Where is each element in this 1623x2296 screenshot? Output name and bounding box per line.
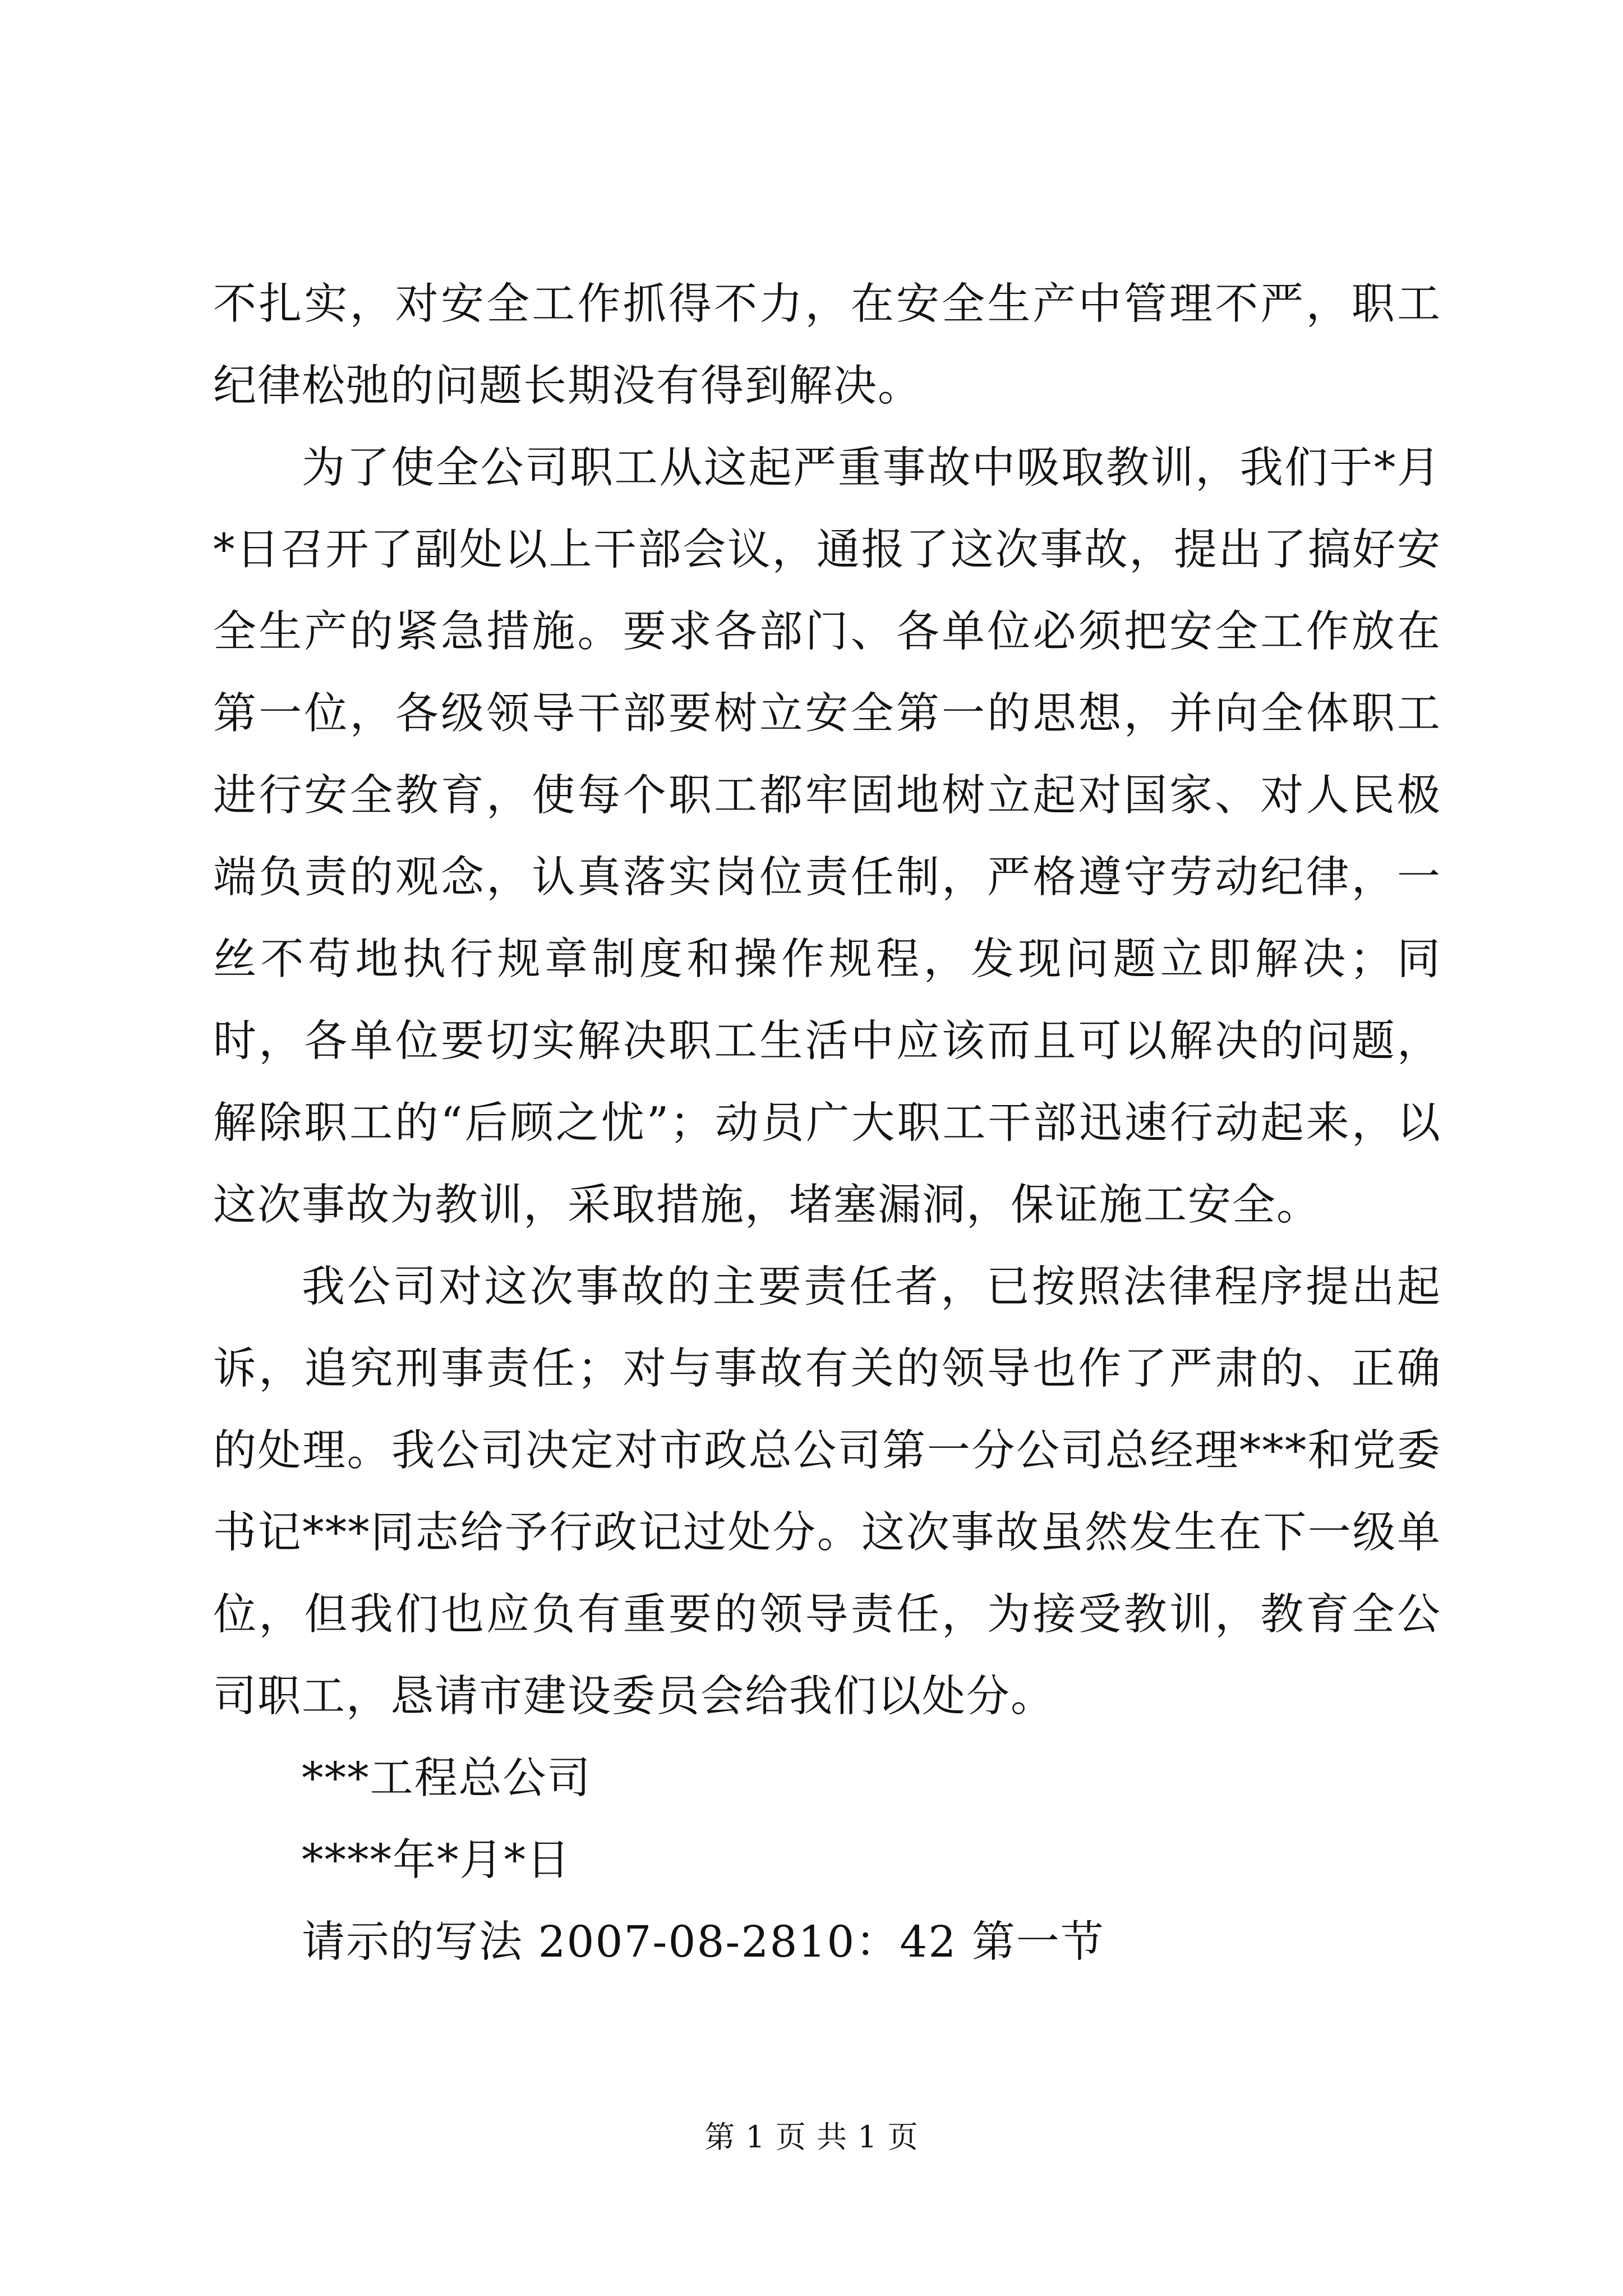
trailing-line: 请示的写法 2007-08-2810：42 第一节 <box>302 1917 1105 1967</box>
signature-date: ****年*月*日 <box>302 1835 571 1885</box>
signature-organization: ***工程总公司 <box>302 1754 592 1803</box>
page-footer: 第 1 页 共 1 页 <box>704 2119 919 2155</box>
paragraph-2: 为了使全公司职工从这起严重事故中吸取教训，我们于*月*日召开了副处以上干部会议，通报了这次事故，提出了搞好安全生产的紧急措施。要求各部门、各单位必须把安全工作放在第一位，各级领导干部要树立安全第一的思想，并向全体职工进行安全教育，使每个职工都牢固地树立起对国家、对人民极端负责的观念，认真落实岗位责任制，严格遵守劳动纪律，一丝不苟地执行规章制度和操作规程，发现问题立即解决；同时，各单位要切实解决职工生活中应该而且可以解决的问题，解除职工的“后顾之忧”；动员广大职工干部迅速行动起来，以这次事故为教训，采取措施，堵塞漏洞，保证施工安全。 <box>213 443 1441 1230</box>
paragraph-3: 我公司对这次事故的主要责任者，已按照法律程序提出起诉，追究刑事责任；对与事故有关的领导也作了严肃的、正确的处理。我公司决定对市政总公司第一分公司总经理***和党委书记***同志给予行政记过处分。这次事故虽然发生在下一级单位，但我们也应负有重要的领导责任，为接受教训，教育全公司职工，恳请市建设委员会给我们以处分。 <box>213 1262 1441 1722</box>
paragraph-1: 不扎实，对安全工作抓得不力，在安全生产中管理不严，职工纪律松弛的问题长期没有得到解决。 <box>213 279 1441 411</box>
document-body <box>213 264 1441 1984</box>
